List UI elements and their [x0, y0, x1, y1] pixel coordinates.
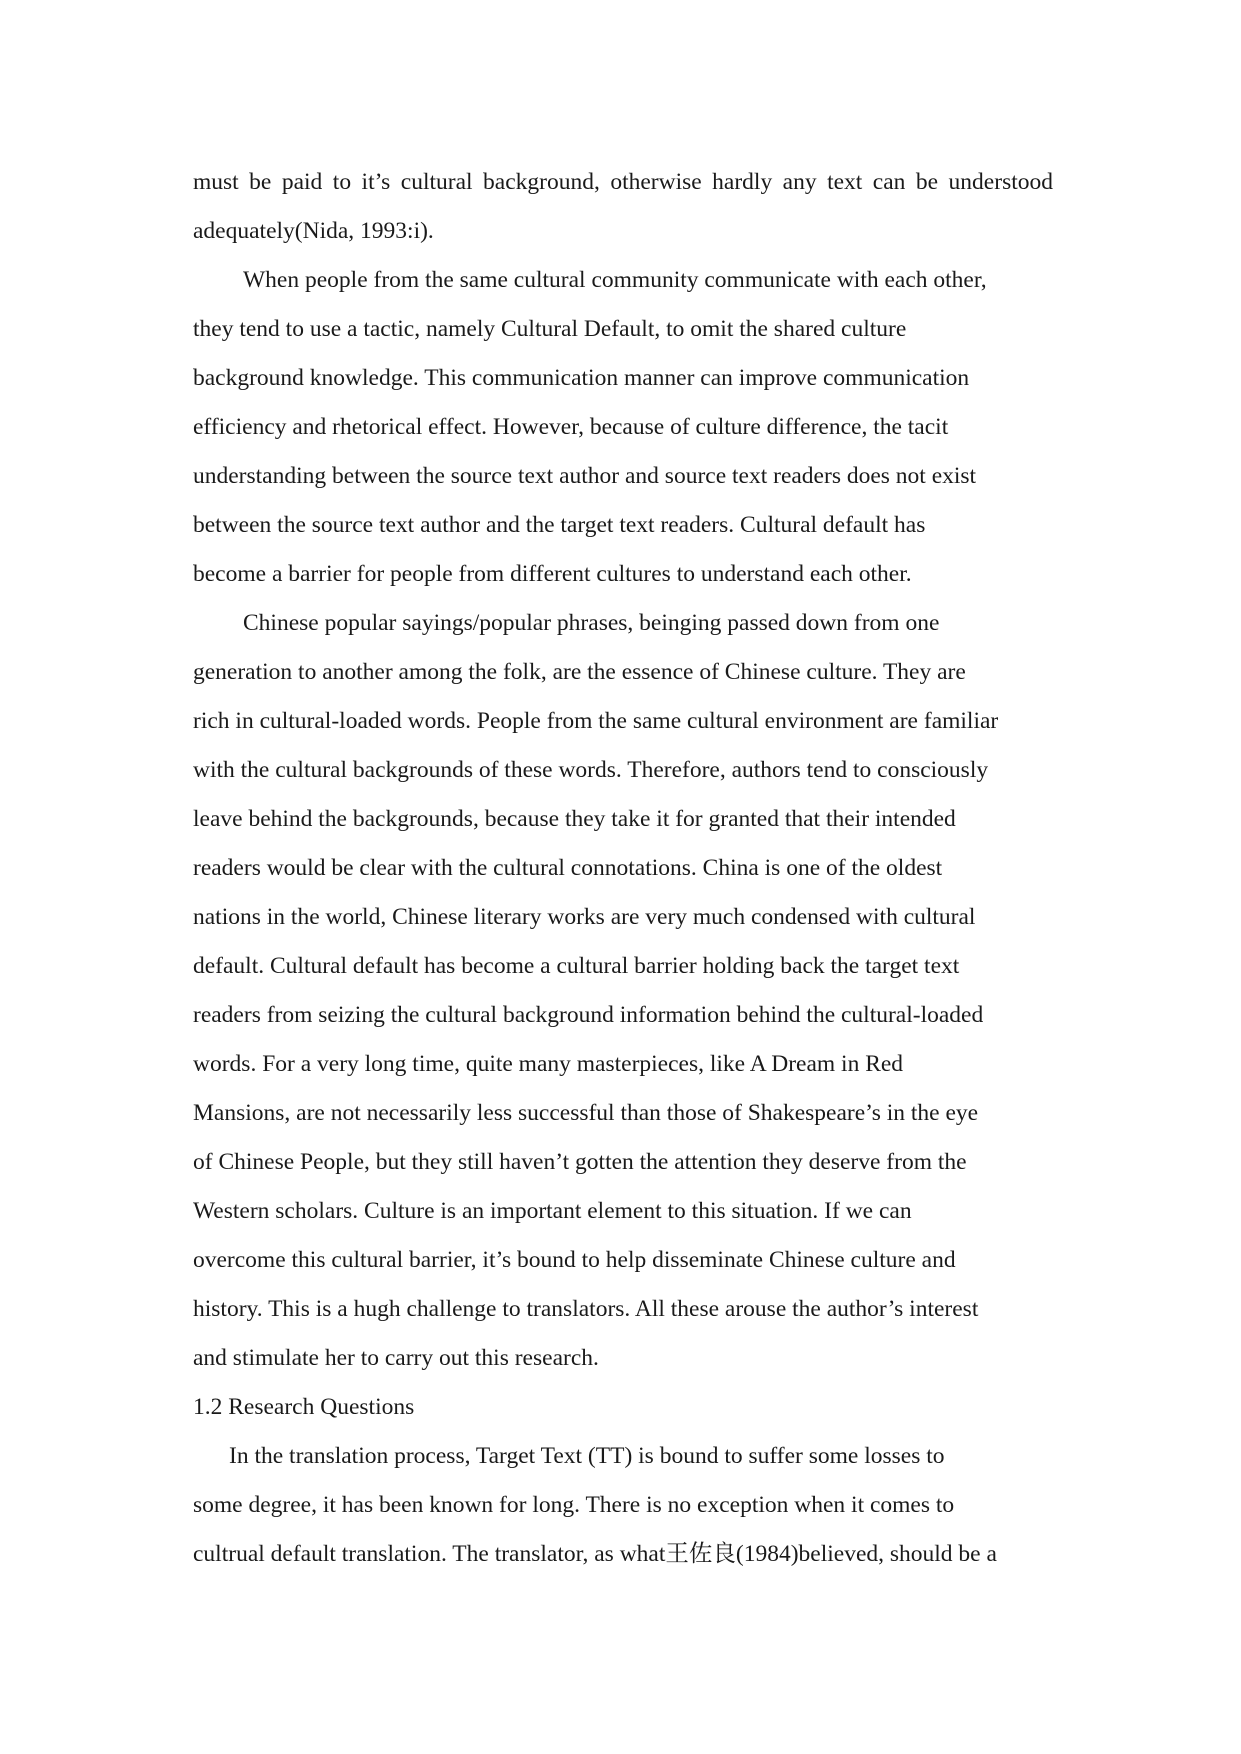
text-line: words. For a very long time, quite many masterpieces, like A Dream in Red	[193, 1051, 904, 1077]
text-line: history. This is a hugh challenge to translators. All these arouse the author’s interest	[193, 1296, 979, 1322]
text-line: Western scholars. Culture is an important element to this situation. If we can	[193, 1198, 912, 1224]
text-line: understanding between the source text author and source text readers does not exist	[193, 463, 977, 489]
text-line: leave behind the backgrounds, because they take it for granted that their intended	[193, 806, 956, 832]
text-line: background knowledge. This communication manner can improve communication	[193, 365, 970, 391]
text-line: overcome this cultural barrier, it’s bound to help disseminate Chinese culture and	[193, 1247, 956, 1273]
text-line: and stimulate her to carry out this research.	[193, 1345, 599, 1371]
text-line: Mansions, are not necessarily less successful than those of Shakespeare’s in the eye	[193, 1100, 979, 1126]
text-line: between the source text author and the target text readers. Cultural default has	[193, 512, 926, 538]
text-line: some degree, it has been known for long. There is no exception when it comes to	[193, 1492, 955, 1518]
text-line: with the cultural backgrounds of these words. Therefore, authors tend to consciously	[193, 757, 989, 783]
section-heading: 1.2 Research Questions	[193, 1394, 415, 1420]
text-line: efficiency and rhetorical effect. However, because of culture difference, the tacit	[193, 414, 949, 440]
text-line: they tend to use a tactic, namely Cultural Default, to omit the shared culture	[193, 316, 907, 342]
paragraph-start-line: Chinese popular sayings/popular phrases, beinging passed down from one	[243, 610, 940, 636]
text-line: of Chinese People, but they still haven’t gotten the attention they deserve from the	[193, 1149, 967, 1175]
text-line: must be paid to it’s cultural background, otherwise hardly any text can be understood	[193, 169, 1053, 195]
text-line: become a barrier for people from different cultures to understand each other.	[193, 561, 912, 587]
text-line: adequately(Nida, 1993:i).	[193, 218, 434, 244]
text-line: generation to another among the folk, are the essence of Chinese culture. They are	[193, 659, 966, 685]
text-line: rich in cultural-loaded words. People from the same cultural environment are familiar	[193, 708, 999, 734]
text-line: cultrual default translation. The translator, as what王佐良(1984)believed, should be a	[193, 1541, 997, 1567]
body-text	[193, 158, 1053, 1579]
text-line: nations in the world, Chinese literary works are very much condensed with cultural	[193, 904, 976, 930]
paragraph-start-line: When people from the same cultural community communicate with each other,	[243, 267, 987, 293]
text-line: default. Cultural default has become a cultural barrier holding back the target text	[193, 953, 960, 979]
text-line: readers would be clear with the cultural connotations. China is one of the oldest	[193, 855, 943, 881]
text-line: readers from seizing the cultural background information behind the cultural-loaded	[193, 1002, 984, 1028]
paragraph-start-line: In the translation process, Target Text (TT) is bound to suffer some losses to	[229, 1443, 945, 1469]
